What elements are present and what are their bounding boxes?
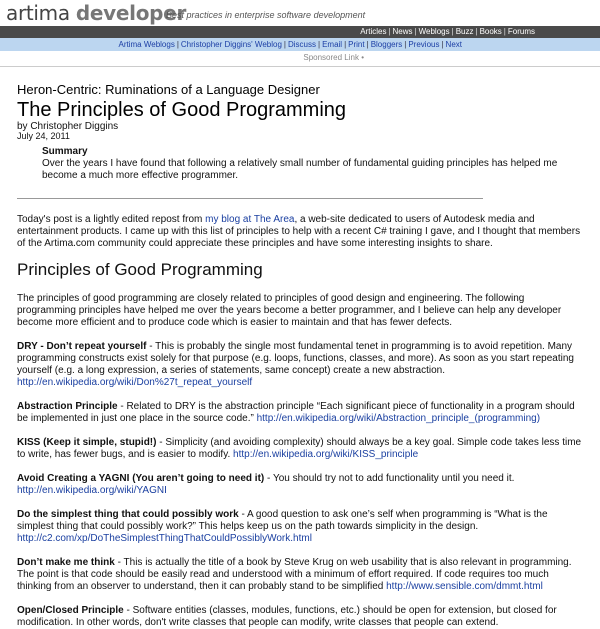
subnav-separator: |: [441, 40, 444, 49]
principle-yagni: [17, 473, 583, 497]
main-nav: [0, 26, 600, 38]
page-title: The Principles of Good Programming: [17, 99, 347, 121]
summary-box: [42, 146, 583, 182]
section-heading: Principles of Good Programming: [17, 260, 263, 279]
subnav-email[interactable]: Email: [322, 40, 343, 49]
subnav-separator: |: [404, 40, 407, 49]
intro-text-end: , a web-site dedicated to users of Autodesk media and entertainment products. I came up with this list of principles to help with a recent C# training I gave, and I thought that members of the Artima.com community could appreciate these principles and have some interesting insights to share.: [17, 214, 581, 249]
subnav-separator: |: [366, 40, 369, 49]
logo-developer: developer: [75, 1, 187, 25]
subnav-separator: |: [317, 40, 321, 49]
tagline: Best practices in enterprise software development: [166, 10, 366, 20]
nav-separator: |: [414, 27, 417, 36]
principle-link[interactable]: http://c2.com/xp/DoTheSimplestThingThatCouldPossiblyWork.html: [17, 533, 312, 544]
post-date: July 24, 2011: [17, 131, 70, 141]
principle-link[interactable]: http://en.wikipedia.org/wiki/YAGNI: [17, 485, 167, 496]
series-title: Heron-Centric: Ruminations of a Language Designer: [17, 82, 320, 97]
principle-name: Avoid Creating a YAGNI (You aren’t going to need it): [17, 473, 265, 484]
nav-buzz[interactable]: Buzz: [455, 27, 474, 36]
logo-artima: artima: [6, 1, 70, 25]
principle-name: DRY - Don’t repeat yourself: [17, 341, 147, 352]
nav-separator: |: [475, 27, 478, 36]
principle-link[interactable]: http://en.wikipedia.org/wiki/Abstraction_principle_(programming): [256, 413, 541, 424]
subnav-bloggers[interactable]: Bloggers: [370, 40, 403, 49]
summary-divider: [17, 198, 483, 199]
principle-name: Don’t make me think: [17, 557, 115, 568]
principle-name: Open/Closed Principle: [17, 605, 124, 616]
nav-separator: |: [503, 27, 506, 36]
principle-dry: [17, 341, 583, 389]
principle-link[interactable]: http://en.wikipedia.org/wiki/Don%27t_repeat_yourself: [17, 377, 253, 388]
principle-text: - Software entities (classes, modules, functions, etc.) should be open for extension, but closed for modification. In other words, don't write classes that people can modify, write classes that people can extend.: [17, 605, 557, 628]
principle-text: - This is actually the title of a book by Steve Krug on web usability that is also relevant in programming. The point is that code should be easily read and understood with a minimum of effort required. If code requires too much thinking from an observer to understand, then it can probably stand to be simplified: [17, 557, 572, 592]
blog-link[interactable]: my blog at The Area: [205, 214, 295, 225]
nav-books[interactable]: Books: [479, 27, 502, 36]
subnav-separator: |: [176, 40, 179, 49]
principle-link[interactable]: http://www.sensible.com/dmmt.html: [386, 581, 543, 592]
principle-dont-make-me-think: [17, 557, 583, 593]
weblog-nav: [0, 38, 600, 51]
principle-name: KISS (Keep it simple, stupid!): [17, 437, 157, 448]
principle-name: Do the simplest thing that could possibly work: [17, 509, 239, 520]
nav-weblogs[interactable]: Weblogs: [418, 27, 450, 36]
sponsored-link[interactable]: Sponsored Link •: [303, 53, 364, 62]
subnav-discuss[interactable]: Discuss: [287, 40, 316, 49]
principle-kiss: [17, 437, 583, 461]
principle-simplest-thing: [17, 509, 583, 545]
principle-text: - Simplicity (and avoiding complexity) should always be a key goal. Simple code takes less time to write, has fewer bugs, and is easier to modify.: [17, 437, 582, 460]
principle-text: - Related to DRY is the abstraction principle “Each significant piece of functionality in a program should be implemented in just one place in the source code.”: [17, 401, 575, 424]
principle-abstraction: [17, 401, 583, 425]
nav-articles[interactable]: Articles: [360, 27, 387, 36]
masthead: [0, 0, 600, 26]
byline: by Christopher Diggins: [17, 121, 119, 132]
subnav-author-weblog[interactable]: Christopher Diggins' Weblog: [180, 40, 282, 49]
intro-paragraph: [17, 214, 583, 250]
principle-open-closed: [17, 605, 583, 629]
principle-text: - A good question to ask one’s self when programming is “What is the simplest thing that could possibly work?” This helps keep us on the path towards simplicity in the design.: [17, 509, 548, 532]
nav-separator: |: [451, 27, 454, 36]
subnav-separator: |: [283, 40, 286, 49]
summary-heading: Summary: [42, 146, 88, 157]
subnav-next[interactable]: Next: [445, 40, 462, 49]
subnav-artima-weblogs[interactable]: Artima Weblogs: [118, 40, 175, 49]
subnav-separator: |: [344, 40, 347, 49]
principle-text: - This is probably the single most fundamental tenet in programming is to avoid repetition. Many programming constructs exist solely for that purpose (e.g. loops, functions, classes, and more). As soon as you start repeating yourself (e.g. a long expression, a series of statements, same concept) create a new abstraction.: [17, 341, 574, 376]
nav-separator: |: [388, 27, 391, 36]
subnav-previous[interactable]: Previous: [408, 40, 440, 49]
principle-link[interactable]: http://en.wikipedia.org/wiki/KISS_principle: [233, 449, 419, 460]
subnav-print[interactable]: Print: [348, 40, 365, 49]
nav-news[interactable]: News: [392, 27, 413, 36]
summary-text: Over the years I have found that following a relatively small number of fundamental guiding principles has helped me become a much more effective programmer.: [42, 158, 558, 181]
nav-forums[interactable]: Forums: [507, 27, 535, 36]
article-body: [0, 82, 600, 629]
intro-text-start: Today's post is a lightly edited repost from: [17, 214, 206, 225]
header-divider: [0, 66, 600, 67]
artima-logo[interactable]: [6, 0, 186, 26]
lead-paragraph: The principles of good programming are closely related to principles of good design and engineering. The following programming principles have helped me over the years become a better programmer, and I believe can help any developer become more efficient and to produce code which is easier to maintain and that has fewer defects.: [17, 293, 562, 328]
principle-name: Abstraction Principle: [17, 401, 118, 412]
principle-text: - You should try not to add functionality until you need it.: [264, 473, 515, 484]
